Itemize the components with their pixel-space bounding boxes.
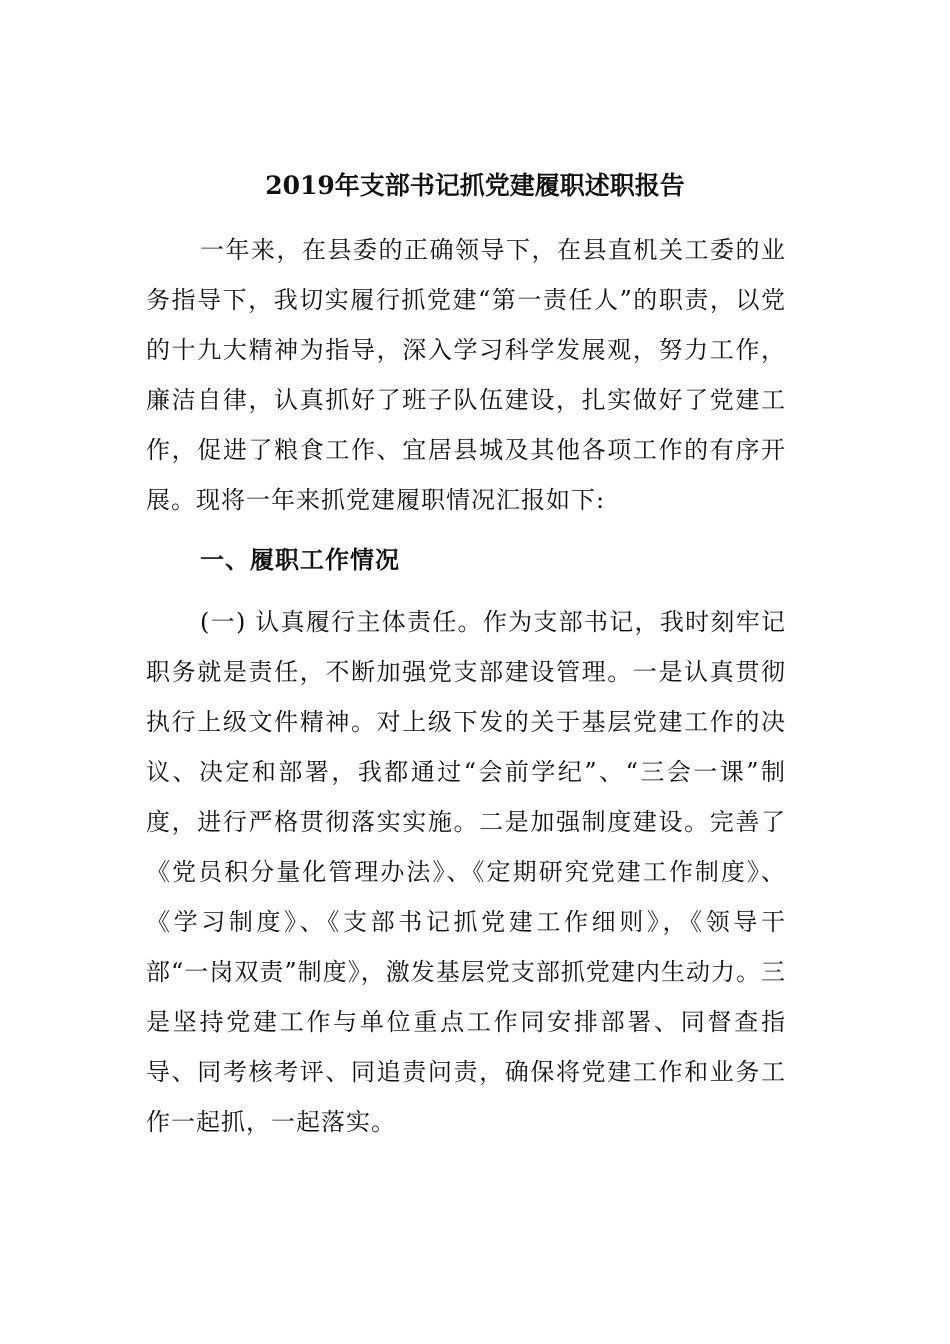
section-heading: 一、履职工作情况 <box>200 545 400 574</box>
intro-paragraph: 一年来，在县委的正确领导下，在县直机关工委的业务指导下，我切实履行抓党建“第一责任人”的职责，以党的十九大精神为指导，深入学习科学发展观，努力工作，廉洁自律，认真抓好了班子队伍建设，扎实做好了党建工作，促进了粮食工作、宜居县城及其他各项工作的有序开展。现将一年来抓党建履职情况汇报如下: <box>146 236 786 514</box>
section-paragraph: (一) 认真履行主体责任。作为支部书记，我时刻牢记职务就是责任，不断加强党支部建设管理。一是认真贯彻执行上级文件精神。对上级下发的关于基层党建工作的决议、决定和部署，我都通过“会前学纪”、“三会一课”制度，进行严格贯彻落实实施。二是加强制度建设。完善了《党员积分量化管理办法》、《定期研究党建工作制度》、《学习制度》、《支部书记抓党建工作细则》，《领导干部“一岗双责”制度》，激发基层党支部抓党建内生动力。三是坚持党建工作与单位重点工作同安排部署、同督查指导、同考核考评、同追责问责，确保将党建工作和业务工作一起抓，一起落实。 <box>146 608 786 1136</box>
document-title: 2019年支部书记抓党建履职述职报告 <box>265 171 685 200</box>
